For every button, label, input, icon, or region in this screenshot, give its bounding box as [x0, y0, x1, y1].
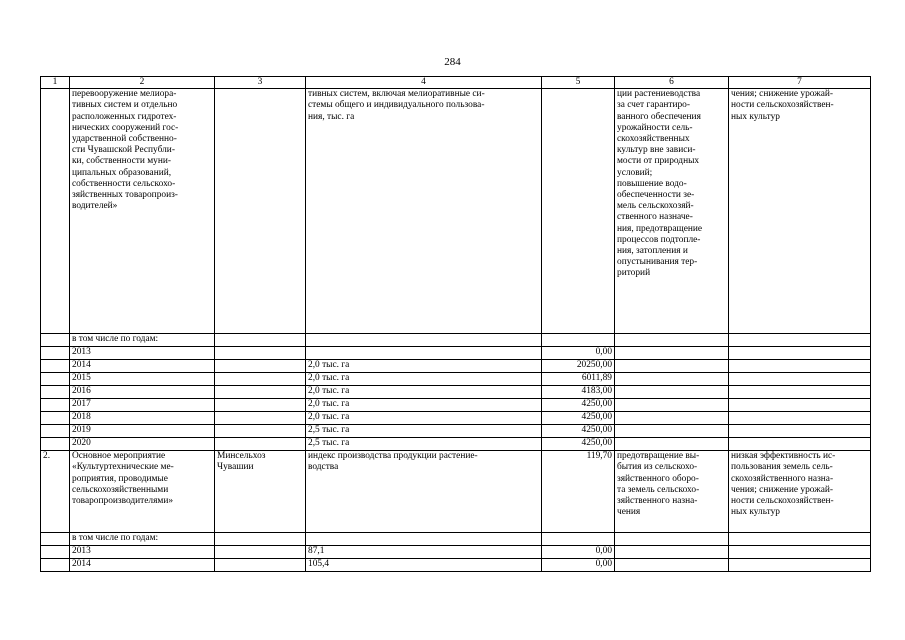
year: 2013 — [70, 347, 215, 360]
row-number: 2. — [41, 451, 70, 533]
table-row — [41, 89, 871, 334]
table-row — [41, 425, 871, 438]
indicator-value: 2,5 тыс. га — [306, 438, 542, 451]
year: 2016 — [70, 386, 215, 399]
indicator-value: 105,4 — [306, 559, 542, 572]
value: 20250,00 — [542, 360, 615, 373]
indicator-value: 87,1 — [306, 546, 542, 559]
header-cell: 6 — [615, 77, 729, 89]
indicator-value: 2,0 тыс. га — [306, 373, 542, 386]
table-row — [41, 546, 871, 559]
executor — [215, 89, 306, 334]
value: 4250,00 — [542, 399, 615, 412]
value — [542, 89, 615, 334]
page-number: 284 — [444, 56, 461, 68]
value: 119,70 — [542, 451, 615, 533]
program-table — [40, 76, 871, 572]
table-row — [41, 412, 871, 425]
year: 2015 — [70, 373, 215, 386]
year: 2019 — [70, 425, 215, 438]
table-row — [41, 386, 871, 399]
header-cell: 4 — [306, 77, 542, 89]
indicator-value: 2,0 тыс. га — [306, 386, 542, 399]
value: 0,00 — [542, 546, 615, 559]
year: 2014 — [70, 360, 215, 373]
year: 2013 — [70, 546, 215, 559]
value: 4250,00 — [542, 412, 615, 425]
indicator: тивных систем, включая мелиоративные си- стемы общего и индивидуального пользова- ния, тыс. га — [306, 89, 542, 334]
indicator-value: 2,5 тыс. га — [306, 425, 542, 438]
value: 4250,00 — [542, 425, 615, 438]
years-label-row — [41, 533, 871, 546]
header-cell: 5 — [542, 77, 615, 89]
row-number — [41, 89, 70, 334]
value: 0,00 — [542, 347, 615, 360]
indicator-value: 2,0 тыс. га — [306, 399, 542, 412]
table-row — [41, 373, 871, 386]
years-label-row — [41, 334, 871, 347]
expected-result: предотвращение вы- бытия из сельскохо- зяйственного оборо- та земель сельскохо- зяйственного назна- чения — [615, 451, 729, 533]
executor: Минсельхоз Чувашии — [215, 451, 306, 533]
indicator-value — [306, 347, 542, 360]
indicator: индекс производства продукции растение- водства — [306, 451, 542, 533]
header-cell: 2 — [70, 77, 215, 89]
activity-name: перевооружение мелиора- тивных систем и отдельно расположенных гидротех- нических сооружений гос- ударственной собственно- сти Чувашской Республи- ки, собственности муни- ципальных образований, собственности сельскохо- зяйственных товаропроиз- водителей» — [70, 89, 215, 334]
table-row — [41, 451, 871, 533]
value: 4183,00 — [542, 386, 615, 399]
value: 0,00 — [542, 559, 615, 572]
table-row — [41, 360, 871, 373]
header-cell: 3 — [215, 77, 306, 89]
activity-name: Основное мероприятие «Культуртехнические ме- роприятия, проводимые сельскохозяйственными товаропроизводителями» — [70, 451, 215, 533]
header-cell: 1 — [41, 77, 70, 89]
year: 2020 — [70, 438, 215, 451]
table-header-row — [41, 77, 871, 89]
year: 2014 — [70, 559, 215, 572]
value: 4250,00 — [542, 438, 615, 451]
table-row — [41, 559, 871, 572]
years-label: в том числе по годам: — [70, 334, 215, 347]
header-cell: 7 — [729, 77, 871, 89]
year: 2017 — [70, 399, 215, 412]
indicator-value: 2,0 тыс. га — [306, 360, 542, 373]
table-row — [41, 438, 871, 451]
expected-result: ции растениеводства за счет гарантиро- ванного обеспечения урожайности сель- скохозяйственных культур вне зависи- мости от природных условий; повышение водо- обеспеченности зе- мель сельскохозяй- ственного назначе- ния, предотвращение процессов подтопле- ния, затопления и опустынивания тер- риторий — [615, 89, 729, 334]
indicator-value: 2,0 тыс. га — [306, 412, 542, 425]
years-label: в том числе по годам: — [70, 533, 215, 546]
table-row — [41, 399, 871, 412]
consequences: чения; снижение урожай- ности сельскохозяйствен- ных культур — [729, 89, 871, 334]
table-row — [41, 347, 871, 360]
value: 6011,89 — [542, 373, 615, 386]
year: 2018 — [70, 412, 215, 425]
consequences: низкая эффективность ис- пользования земель сель- скохозяйственного назна- чения; снижение урожай- ности сельскохозяйствен- ных культур — [729, 451, 871, 533]
